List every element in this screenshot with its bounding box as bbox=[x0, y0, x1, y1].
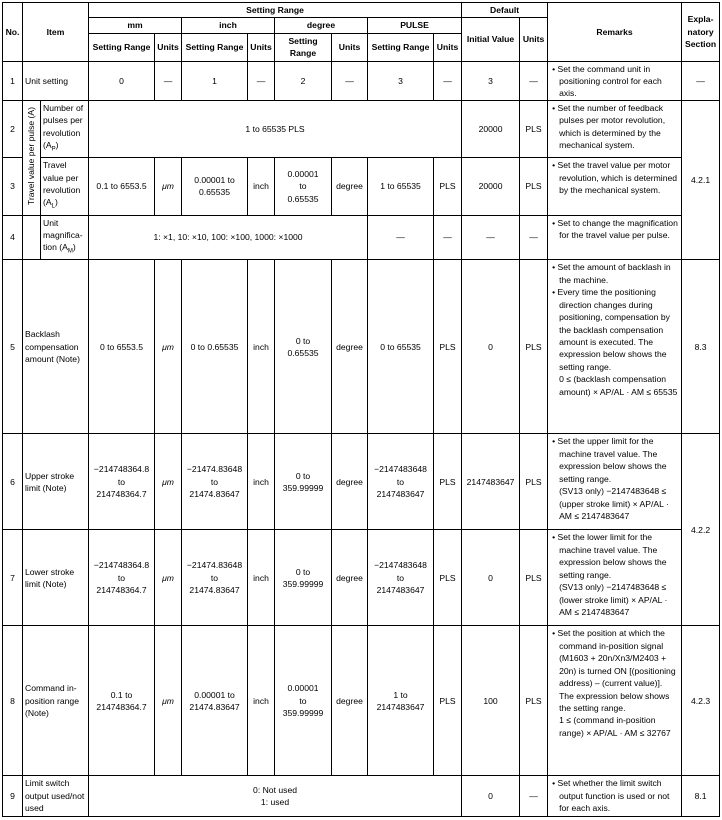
inch-units: inch bbox=[248, 260, 275, 434]
mm-range: 0 bbox=[89, 61, 155, 100]
header-mm: mm bbox=[89, 18, 182, 33]
mm-units: μm bbox=[155, 434, 182, 530]
remarks bbox=[548, 61, 682, 100]
pulse-units: PLS bbox=[434, 158, 462, 215]
inch-units: inch bbox=[248, 530, 275, 626]
header-remarks: Remarks bbox=[548, 3, 682, 62]
pulse-units: PLS bbox=[434, 626, 462, 776]
mm-range: −214748364.8 to 214748364.7 bbox=[89, 530, 155, 626]
initial-value: 20000 bbox=[462, 158, 520, 215]
table-row bbox=[3, 61, 720, 100]
remark-bullet: • Set whether the limit switch output function is used or not for each axis. bbox=[552, 778, 670, 814]
mm-units: μm bbox=[155, 530, 182, 626]
row-number: 6 bbox=[3, 434, 23, 530]
remarks bbox=[548, 100, 682, 157]
table-row bbox=[3, 530, 720, 626]
explanatory-section: 8.1 bbox=[682, 776, 720, 816]
row-number: 7 bbox=[3, 530, 23, 626]
inch-range: 0.00001 to 21474.83647 bbox=[182, 626, 248, 776]
pulse-range: −2147483648 to 2147483647 bbox=[368, 434, 434, 530]
initial-units: PLS bbox=[520, 100, 548, 157]
remarks bbox=[548, 626, 682, 776]
inch-range: 0 to 0.65535 bbox=[182, 260, 248, 434]
mm-range: −214748364.8 to 214748364.7 bbox=[89, 434, 155, 530]
initial-units: PLS bbox=[520, 434, 548, 530]
pulse-range: — bbox=[368, 215, 434, 260]
remark-bullet: • Set the lower limit for the machine travel value. The expression below shows the setting range. bbox=[552, 532, 667, 580]
header-mm-setting-range: Setting Range bbox=[89, 33, 155, 61]
degree-units: degree bbox=[332, 530, 368, 626]
pulse-range: 1 to 65535 bbox=[368, 158, 434, 215]
item-name: Command in-position range (Note) bbox=[23, 626, 89, 776]
remark-bullet: • Set the upper limit for the machine travel value. The expression below shows the setting range. bbox=[552, 436, 667, 484]
mm-range: 0.1 to 6553.5 bbox=[89, 158, 155, 215]
initial-value: 20000 bbox=[462, 100, 520, 157]
pulse-range: 3 bbox=[368, 61, 434, 100]
item-name: Travel value per revolution $(A_L)$ bbox=[41, 158, 89, 215]
setting-range-all bbox=[89, 776, 462, 816]
degree-range: 0.00001 to 359.99999 bbox=[275, 626, 332, 776]
inch-units: inch bbox=[248, 434, 275, 530]
remark-bullet: • Every time the positioning direction changes during positioning, compensation by the backlash compensation amount is executed. The expression below shows the setting range. bbox=[552, 287, 670, 372]
initial-units: — bbox=[520, 776, 548, 816]
header-initial-value: Initial Value bbox=[462, 18, 520, 61]
table-row bbox=[3, 260, 720, 434]
row-number: 1 bbox=[3, 61, 23, 100]
setting-range-all: 1: ×1, 10: ×10, 100: ×100, 1000: ×1000 bbox=[89, 215, 368, 260]
degree-range: 0 to 359.99999 bbox=[275, 434, 332, 530]
remarks bbox=[548, 776, 682, 816]
item-name: Backlash compensation amount (Note) bbox=[23, 260, 89, 434]
remarks bbox=[548, 434, 682, 530]
initial-value: 0 bbox=[462, 260, 520, 434]
remarks bbox=[548, 158, 682, 215]
mm-units: μm bbox=[155, 158, 182, 215]
inch-units: inch bbox=[248, 158, 275, 215]
remark-bullet: • Set the command unit in positioning control for each axis. bbox=[552, 63, 662, 99]
degree-range: 0 to 0.65535 bbox=[275, 260, 332, 434]
initial-value: 3 bbox=[462, 61, 520, 100]
inch-units: — bbox=[248, 61, 275, 100]
initial-units: PLS bbox=[520, 158, 548, 215]
header-inch: inch bbox=[182, 18, 275, 33]
explanatory-section: 8.3 bbox=[682, 260, 720, 434]
pulse-range: 0 to 65535 bbox=[368, 260, 434, 434]
remark-bullet: • Set the position at which the command in-position signal (M1603 + 20n/Xn3/M2403 + 20n) is turned ON [(positioning address) – (current value)]. The expression below shows the setting range. bbox=[552, 628, 676, 713]
mm-units: μm bbox=[155, 626, 182, 776]
initial-value: 2147483647 bbox=[462, 434, 520, 530]
degree-range: 0 to 359.99999 bbox=[275, 530, 332, 626]
mm-range: 0 to 6553.5 bbox=[89, 260, 155, 434]
mm-units: — bbox=[155, 61, 182, 100]
header-no: No. bbox=[3, 3, 23, 62]
explanatory-section: 4.2.3 bbox=[682, 626, 720, 776]
remark-expression: (SV13 only) −2147483648 ≤ (lower stroke limit) × AP/AL · AM ≤ 2147483647 bbox=[559, 582, 668, 617]
inch-range: 0.00001 to 0.65535 bbox=[182, 158, 248, 215]
degree-range: 0.00001 to 0.65535 bbox=[275, 158, 332, 215]
table-row bbox=[3, 100, 720, 157]
header-default: Default bbox=[462, 3, 548, 18]
pulse-range: 1 to 2147483647 bbox=[368, 626, 434, 776]
item-name: Number of pulses per revolution $(A_P)$ bbox=[41, 100, 89, 157]
initial-value: 0 bbox=[462, 530, 520, 626]
remark-expression: (SV13 only) −2147483648 ≤ (upper stroke limit) × AP/AL · AM ≤ 2147483647 bbox=[559, 486, 669, 521]
item-name: Unit setting bbox=[23, 61, 89, 100]
item-name: Unit magnifica-tion $(A_M)$ bbox=[41, 215, 89, 260]
table-row bbox=[3, 776, 720, 816]
pulse-units: PLS bbox=[434, 434, 462, 530]
header-explanatory-section: Expla- natory Section bbox=[682, 3, 720, 62]
mm-range: 0.1 to 214748364.7 bbox=[89, 626, 155, 776]
pulse-units: PLS bbox=[434, 530, 462, 626]
inch-units: inch bbox=[248, 626, 275, 776]
initial-units: — bbox=[520, 61, 548, 100]
item-name: Limit switch output used/not used bbox=[23, 776, 89, 816]
group-label-cell bbox=[23, 100, 41, 215]
degree-units: degree bbox=[332, 260, 368, 434]
remarks bbox=[548, 530, 682, 626]
initial-units: — bbox=[520, 215, 548, 260]
header-inch-units: Units bbox=[248, 33, 275, 61]
table-row bbox=[3, 434, 720, 530]
group-label-cell-end bbox=[23, 215, 41, 260]
table-row bbox=[3, 626, 720, 776]
row-number: 9 bbox=[3, 776, 23, 816]
group-label: Travel value per pulse (A) bbox=[26, 106, 37, 206]
header-pulse-units: Units bbox=[434, 33, 462, 61]
explanatory-section: 4.2.1 bbox=[682, 100, 720, 260]
explanatory-section: — bbox=[682, 61, 720, 100]
row-number: 4 bbox=[3, 215, 23, 260]
degree-units: — bbox=[332, 61, 368, 100]
header-degree-units: Units bbox=[332, 33, 368, 61]
range-option-used: 1: used bbox=[260, 797, 290, 808]
degree-units: degree bbox=[332, 434, 368, 530]
pulse-units: — bbox=[434, 61, 462, 100]
header-item: Item bbox=[23, 3, 89, 62]
parameter-table bbox=[2, 2, 720, 817]
inch-range: 1 bbox=[182, 61, 248, 100]
setting-range-all: 1 to 65535 PLS bbox=[89, 100, 462, 157]
header-setting-range: Setting Range bbox=[89, 3, 462, 18]
header-degree-setting-range: Setting Range bbox=[275, 33, 332, 61]
explanatory-section: 4.2.2 bbox=[682, 434, 720, 626]
item-name: Lower stroke limit (Note) bbox=[23, 530, 89, 626]
header-default-units: Units bbox=[520, 18, 548, 61]
inch-range: −21474.83648 to 21474.83647 bbox=[182, 530, 248, 626]
remark-bullet: • Set the number of feedback pulses per motor revolution, which is determined by the mechanical system. bbox=[552, 102, 666, 151]
initial-units: PLS bbox=[520, 260, 548, 434]
header-pulse: PULSE bbox=[368, 18, 462, 33]
table-row bbox=[3, 158, 720, 215]
degree-units: degree bbox=[332, 158, 368, 215]
header-inch-setting-range: Setting Range bbox=[182, 33, 248, 61]
inch-range: −21474.83648 to 21474.83647 bbox=[182, 434, 248, 530]
initial-units: PLS bbox=[520, 530, 548, 626]
initial-value: 100 bbox=[462, 626, 520, 776]
mm-units: μm bbox=[155, 260, 182, 434]
item-name: Upper stroke limit (Note) bbox=[23, 434, 89, 530]
row-number: 8 bbox=[3, 626, 23, 776]
remark-bullet: • Set the travel value per motor revolution, which is determined by the mechanical system. bbox=[552, 160, 678, 195]
pulse-units: — bbox=[434, 215, 462, 260]
header-degree: degree bbox=[275, 18, 368, 33]
header-mm-units: Units bbox=[155, 33, 182, 61]
row-number: 3 bbox=[3, 158, 23, 215]
remark-expression: 0 ≤ (backlash compensation amount) × AP/AL · AM ≤ 65535 bbox=[559, 374, 678, 397]
range-option-not-used: 0: Not used bbox=[253, 784, 297, 795]
remark-bullet: • Set to change the magnification for the travel value per pulse. bbox=[552, 217, 678, 240]
initial-value: 0 bbox=[462, 776, 520, 816]
remarks bbox=[548, 260, 682, 434]
remarks bbox=[548, 215, 682, 260]
initial-units: PLS bbox=[520, 626, 548, 776]
row-number: 5 bbox=[3, 260, 23, 434]
header-pulse-setting-range: Setting Range bbox=[368, 33, 434, 61]
remark-bullet: • Set the amount of backlash in the machine. bbox=[552, 262, 671, 285]
degree-range: 2 bbox=[275, 61, 332, 100]
pulse-units: PLS bbox=[434, 260, 462, 434]
pulse-range: −2147483648 to 2147483647 bbox=[368, 530, 434, 626]
row-number: 2 bbox=[3, 100, 23, 157]
remark-expression: 1 ≤ (command in-position range) × AP/AL · AM ≤ 32767 bbox=[559, 715, 671, 738]
table-row bbox=[3, 215, 720, 260]
degree-units: degree bbox=[332, 626, 368, 776]
initial-value: — bbox=[462, 215, 520, 260]
